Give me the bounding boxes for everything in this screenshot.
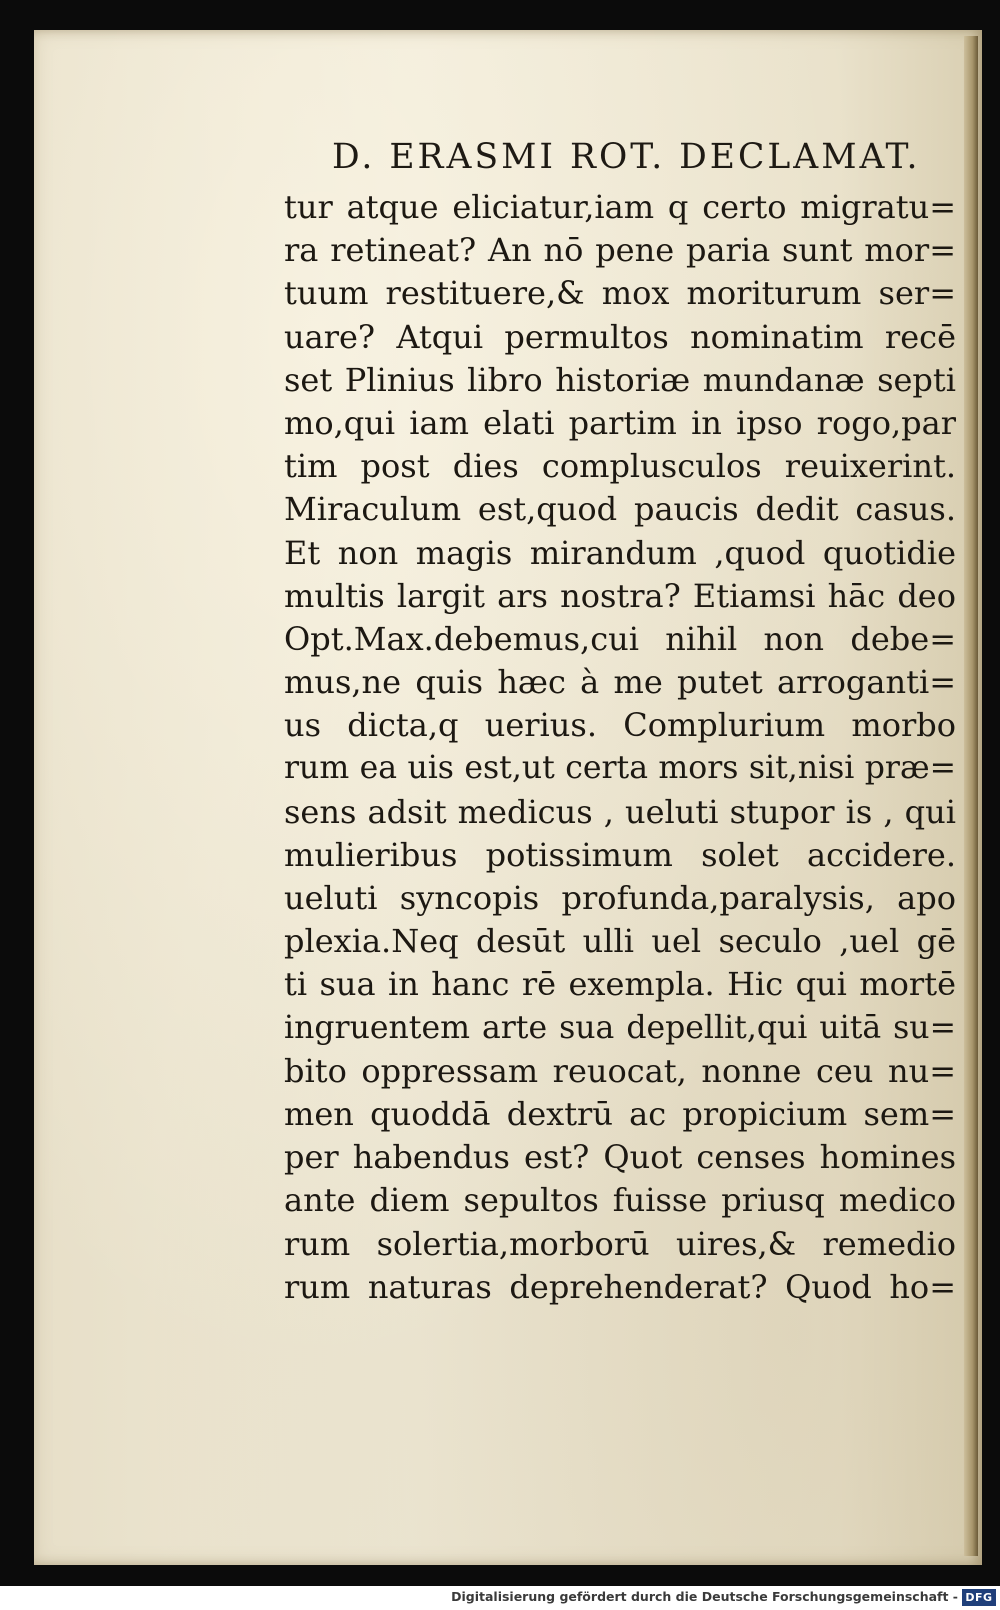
footer-credit: Digitalisierung gefördert durch die Deutsche Forschungsgemeinschaft - xyxy=(451,1589,958,1604)
footer-bar xyxy=(0,1586,1000,1610)
text-line: tuum restituere,& mox moriturum ser= xyxy=(284,274,956,313)
text-line: set Plinius libro historiæ mundanæ septi xyxy=(284,360,956,399)
text-line: ra retineat? An nō pene paria sunt mor= xyxy=(284,231,956,270)
text-line: per habendus est? Quot censes homines xyxy=(284,1138,956,1177)
text-line: rum ea uis est,ut certa mors sit,nisi præ= xyxy=(284,750,956,787)
text-line: tim post dies complusculos reuixerint. xyxy=(284,447,956,486)
text-line: men quoddā dextrū ac propicium sem= xyxy=(284,1094,956,1133)
text-line: sens adsit medicus , ueluti stupor is , qui xyxy=(284,792,956,831)
text-line: tur atque eliciatur,iam q certo migratu= xyxy=(284,188,956,226)
page-edge xyxy=(964,36,978,1556)
text-line: us dicta,q uerius. Complurium morbo xyxy=(284,706,956,745)
body-text xyxy=(284,186,956,1309)
text-line: Miraculum est,quod paucis dedit casus. xyxy=(284,490,956,529)
text-line: ante diem sepultos fuisse priusq medico xyxy=(284,1181,956,1220)
text-line: multis largit ars nostra? Etiamsi hāc deo xyxy=(284,576,956,615)
text-line: ti sua in hanc rē exempla. Hic qui mortē xyxy=(284,965,956,1004)
text-line: rum naturas deprehenderat? Quod ho= xyxy=(284,1267,956,1306)
text-line: rum solertia,morborū uires,& remedio xyxy=(284,1224,956,1263)
text-line: bito oppressam reuocat, nonne ceu nu= xyxy=(284,1051,956,1090)
text-line: ueluti syncopis profunda,paralysis, apo xyxy=(284,879,956,917)
text-line: uare? Atqui permultos nominatim recē xyxy=(284,317,956,356)
text-line: mo,qui iam elati partim in ipso rogo,par xyxy=(284,403,956,442)
text-line: ingruentem arte sua depellit,qui uitā su= xyxy=(284,1009,956,1046)
text-line: mus,ne quis hæc à me putet arroganti= xyxy=(284,663,956,702)
text-line: mulieribus potissimum solet accidere. xyxy=(284,835,956,874)
dfg-logo: DFG xyxy=(962,1589,996,1606)
running-head: D. ERASMI ROT. DECLAMAT. xyxy=(332,137,921,177)
text-line: plexia.Neq desūt ulli uel seculo ,uel gē xyxy=(284,922,956,961)
text-line: Et non magis mirandum ,quod quotidie xyxy=(284,533,956,572)
text-line: Opt.Max.debemus,cui nihil non debe= xyxy=(284,619,956,658)
